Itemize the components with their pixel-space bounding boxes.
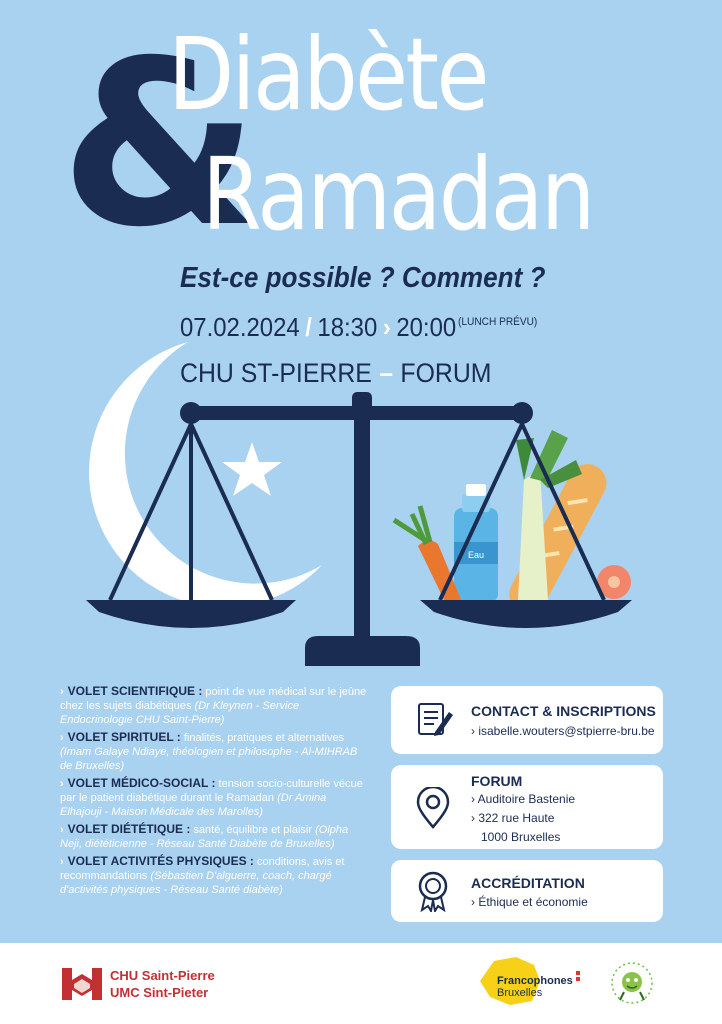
chu-name-nl: UMC Sint-Pieter — [110, 985, 209, 1000]
volet-item — [60, 730, 370, 773]
volet-description: point de vue médical sur le jeûne chez les sujets diabétiques — [60, 686, 367, 712]
volet-credit: (Dr Kleynen - Service Endocrinologie CHU Saint-Pierre) — [60, 700, 300, 726]
bruxelles-text: Bruxelles — [497, 987, 543, 999]
forum-line: › 322 rue Haute — [471, 811, 555, 825]
title-diabete: Diabète — [168, 16, 487, 133]
chevron-right-icon: › — [60, 824, 64, 836]
illustration — [0, 330, 722, 680]
title-ramadan: Ramadan — [202, 136, 593, 253]
contact-title: CONTACT & INSCRIPTIONS — [471, 703, 656, 719]
chevron-right-icon: › — [60, 686, 64, 698]
accreditation-line: › Éthique et économie — [471, 895, 588, 909]
volet-description: tension socio-culturelle vécue par le patient diabétique durant le Ramadan — [60, 778, 363, 804]
venue-forum: FORUM — [400, 358, 492, 388]
venue-hospital: CHU ST-PIERRE — [180, 358, 372, 388]
chevron-right-icon: › — [60, 856, 64, 868]
francophones-text: Francophones — [497, 975, 573, 987]
reseau-sante-diabete-logo-icon — [598, 948, 666, 1018]
volet-credit: (Sébastien D'alguerre, coach, chargé d'activités physiques - Réseau Santé diabète) — [60, 870, 332, 896]
title-ampersand: & — [60, 11, 259, 277]
event-time-start: 18:30 — [317, 312, 378, 342]
time-arrow: › — [382, 312, 391, 342]
volet-item — [60, 776, 370, 819]
venue-dash: – — [379, 358, 394, 388]
forum-title: FORUM — [471, 773, 523, 789]
volet-credit: (Imam Galaye Ndiaye, théologien et philosophe - Al-MIHRAB de Bruxelles) — [60, 746, 358, 772]
volet-item — [60, 822, 370, 851]
volet-title: VOLET DIÉTÉTIQUE : — [67, 822, 191, 836]
volet-title: VOLET SPIRITUEL : — [67, 730, 181, 744]
subtitle: Est-ce possible ? Comment ? — [180, 262, 546, 294]
volet-description: finalités, pratiques et alternatives — [183, 732, 345, 744]
volet-item — [60, 854, 370, 897]
lunch-note: (LUNCH PRÉVU) — [458, 316, 538, 328]
volet-credit: (Olpha Neji, diététicienne - Réseau Santé Diabète de Bruxelles) — [60, 824, 349, 850]
chu-logo-icon — [60, 964, 104, 1004]
volet-item — [60, 684, 370, 727]
accreditation-title: ACCRÉDITATION — [471, 875, 585, 891]
chevron-right-icon: › — [60, 732, 64, 744]
forum-line: › Auditoire Bastenie — [471, 792, 576, 806]
food-illustration — [394, 424, 632, 628]
contact-email-link[interactable]: › isabelle.wouters@stpierre-bru.be — [471, 724, 655, 738]
document-pen-icon — [415, 700, 455, 740]
date-separator: / — [305, 312, 312, 342]
event-time-end: 20:00 — [396, 312, 457, 342]
chu-name-fr: CHU Saint-Pierre — [110, 968, 215, 983]
forum-line: 1000 Bruxelles — [481, 830, 561, 844]
location-pin-icon — [415, 787, 451, 829]
volet-description: santé, équilibre et plaisir — [193, 824, 313, 836]
volet-credit: (Dr Amina Elhajouji - Maison Médicale des Marolles) — [60, 792, 327, 818]
forum-card — [391, 765, 663, 849]
bottle-label: Eau — [467, 550, 485, 560]
chevron-right-icon: › — [60, 778, 64, 790]
volet-title: VOLET ACTIVITÉS PHYSIQUES : — [67, 854, 254, 868]
accreditation-card — [391, 860, 663, 922]
event-date: 07.02.2024 — [180, 312, 300, 342]
volets-list — [60, 684, 370, 900]
volet-description: conditions, avis et recommandations — [60, 856, 345, 882]
contact-card — [391, 686, 663, 754]
volet-title: VOLET MÉDICO-SOCIAL : — [67, 776, 216, 790]
certificate-icon — [415, 870, 451, 912]
volet-title: VOLET SCIENTIFIQUE : — [67, 684, 203, 698]
